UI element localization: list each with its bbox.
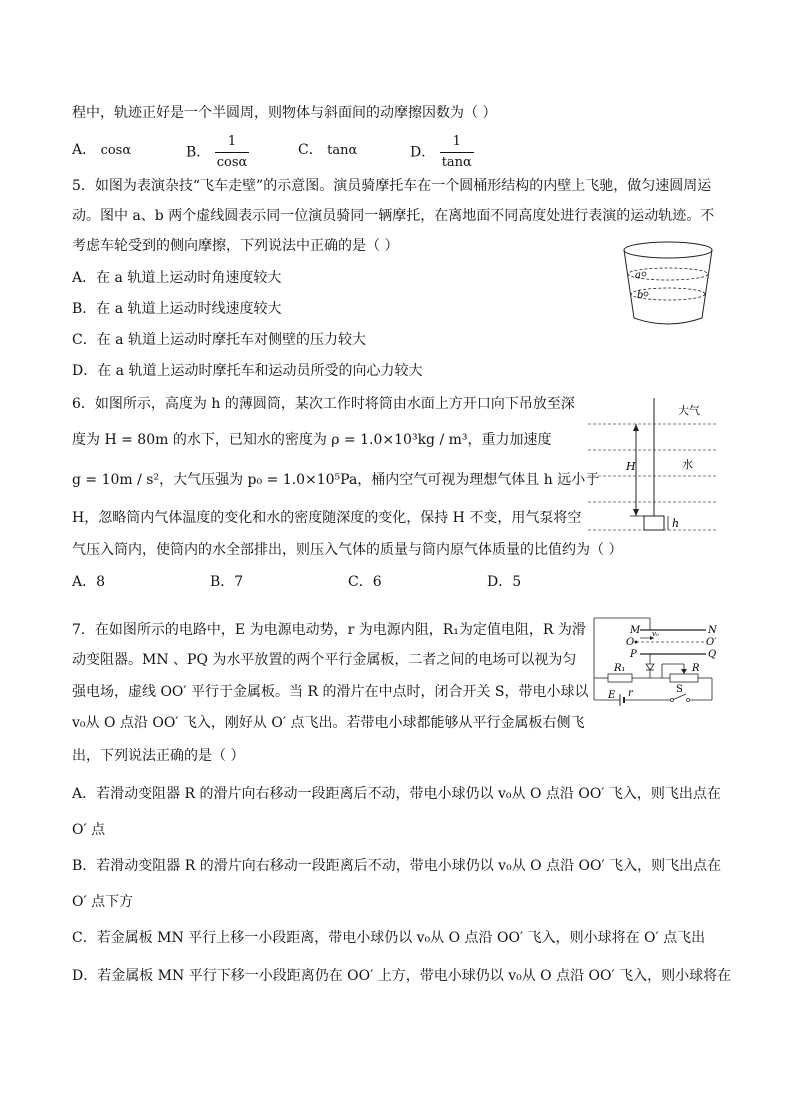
q6-option-a: A．8: [72, 574, 106, 590]
q5-label-a: a: [635, 270, 641, 281]
q7-label-S: S: [676, 684, 683, 695]
q6-cylinder-figure: [588, 396, 716, 536]
q7-stem-1: 7．在如图所示的电路中，E 为电源电动势，r 为电源内阻，R₁为定值电阻，R 为滑: [72, 622, 586, 638]
q6-stem-1: 6．如图所示，高度为 h 的薄圆筒，某次工作时将筒由水面上方开口向下吊放至深: [72, 396, 575, 412]
q4-option-a: A． cosα: [72, 142, 132, 158]
q7-option-c: C．若金属板 MN 平行上移一小段距离，带电小球仍以 v₀从 O 点沿 OO′ 飞入，则小球将在 O′ 点飞出: [72, 930, 706, 946]
q5-label-b: b: [637, 290, 644, 301]
q4-option-b: B． $\frac{1}{\cos\alpha}$: [186, 132, 249, 173]
q5-barrel-figure: [618, 238, 718, 338]
q7-label-O: O: [626, 637, 635, 648]
q5-stem-1: 5．如图为表演杂技“飞车走壁”的示意图。演员骑摩托车在一个圆桶形结构的内壁上飞驰，做匀速圆周运: [72, 178, 712, 194]
q6-label-H: H: [626, 460, 636, 473]
q6-stem-2: 度为 H = 80m 的水下，已知水的密度为 ρ = 1.0×10³kg / m³，重力加速度: [72, 432, 552, 448]
q7-circuit-figure: [590, 614, 718, 710]
q7-label-P: P: [630, 649, 637, 660]
q5-option-c: C．在 a 轨道上运动时摩托车对侧壁的压力较大: [72, 332, 366, 348]
q7-option-d: D．若金属板 MN 平行下移一小段距离仍在 OO′ 上方，带电小球仍以 v₀从 O 点沿 OO′ 飞入，则小球将在: [72, 968, 732, 984]
q4-stem-tail: 程中，轨迹正好是一个半圆周，则物体与斜面间的动摩擦因数为（ ）: [72, 105, 497, 121]
q5-stem-2: 动。图中 a、b 两个虚线圆表示同一位演员骑同一辆摩托，在离地面不同高度处进行表演的运动轨迹。不: [72, 208, 715, 224]
q6-stem-4: H，忽略筒内气体温度的变化和水的密度随深度的变化，保持 H 不变，用气泵将空: [72, 510, 582, 526]
q7-label-O-prime: O′: [706, 637, 717, 648]
q4-option-d-fraction: $\frac{1}{\tan\alpha}$: [441, 134, 472, 170]
q6-label-water: 水: [682, 458, 693, 471]
q7-label-v0: v₀: [652, 630, 659, 638]
q7-stem-5: 出，下列说法正确的是（ ）: [72, 748, 245, 764]
q7-label-Q: Q: [708, 649, 717, 660]
q7-label-R1: R₁: [614, 663, 626, 674]
q7-option-b: B．若滑动变阻器 R 的滑片向右移动一段距离后不动，带电小球仍以 v₀从 O 点沿 OO′ 飞入，则飞出点在: [72, 858, 722, 874]
q6-option-b: B．7: [210, 574, 244, 590]
q6-label-air: 大气: [678, 404, 700, 417]
q6-stem-5: 气压入筒内，使筒内的水全部排出，则压入气体的质量与筒内原气体质量的比值约为（ ）: [72, 542, 623, 558]
q4-option-d: D． $\frac{1}{\tan\alpha}$: [410, 132, 474, 173]
q7-stem-3: 强电场，虚线 OO′ 平行于金属板。当 R 的滑片在中点时，闭合开关 S，带电小球以: [72, 684, 589, 700]
q6-option-d: D．5: [487, 574, 522, 590]
q7-label-M: M: [630, 625, 641, 636]
q7-label-N: N: [708, 625, 717, 636]
q5-option-b: B．在 a 轨道上运动时线速度较大: [72, 301, 282, 317]
q6-option-c: C．6: [348, 574, 382, 590]
q6-label-h: h: [672, 517, 680, 530]
q5-option-d: D．在 a 轨道上运动时摩托车和运动员所受的向心力较大: [72, 363, 423, 379]
q7-label-r: r: [628, 688, 633, 699]
q7-option-a-cont: O′ 点: [72, 822, 106, 838]
q7-stem-2: 动变阻器。MN 、PQ 为水平放置的两个平行金属板，二者之间的电场可以视为匀: [72, 652, 577, 668]
q4-option-b-fraction: $\frac{1}{\cos\alpha}$: [216, 134, 248, 170]
q6-stem-3: g = 10m / s²，大气压强为 p₀ = 1.0×10⁵Pa，桶内空气可视为理想气体且 h 远小于: [72, 472, 600, 488]
q7-stem-4: v₀从 O 点沿 OO′ 飞入，刚好从 O′ 点飞出。若带电小球都能够从平行金属板右侧飞: [72, 715, 585, 731]
q7-option-b-cont: O′ 点下方: [72, 894, 134, 910]
q5-option-a: A．在 a 轨道上运动时角速度较大: [72, 270, 282, 286]
q7-label-R: R: [692, 663, 700, 674]
q7-option-a: A．若滑动变阻器 R 的滑片向右移动一段距离后不动，带电小球仍以 v₀从 O 点沿 OO′ 飞入，则飞出点在: [72, 786, 721, 802]
q5-stem-3: 考虑车轮受到的侧向摩擦，下列说法中正确的是（ ）: [72, 238, 399, 254]
q4-option-c: C． tanα: [298, 142, 358, 158]
q7-label-E: E: [608, 690, 616, 701]
